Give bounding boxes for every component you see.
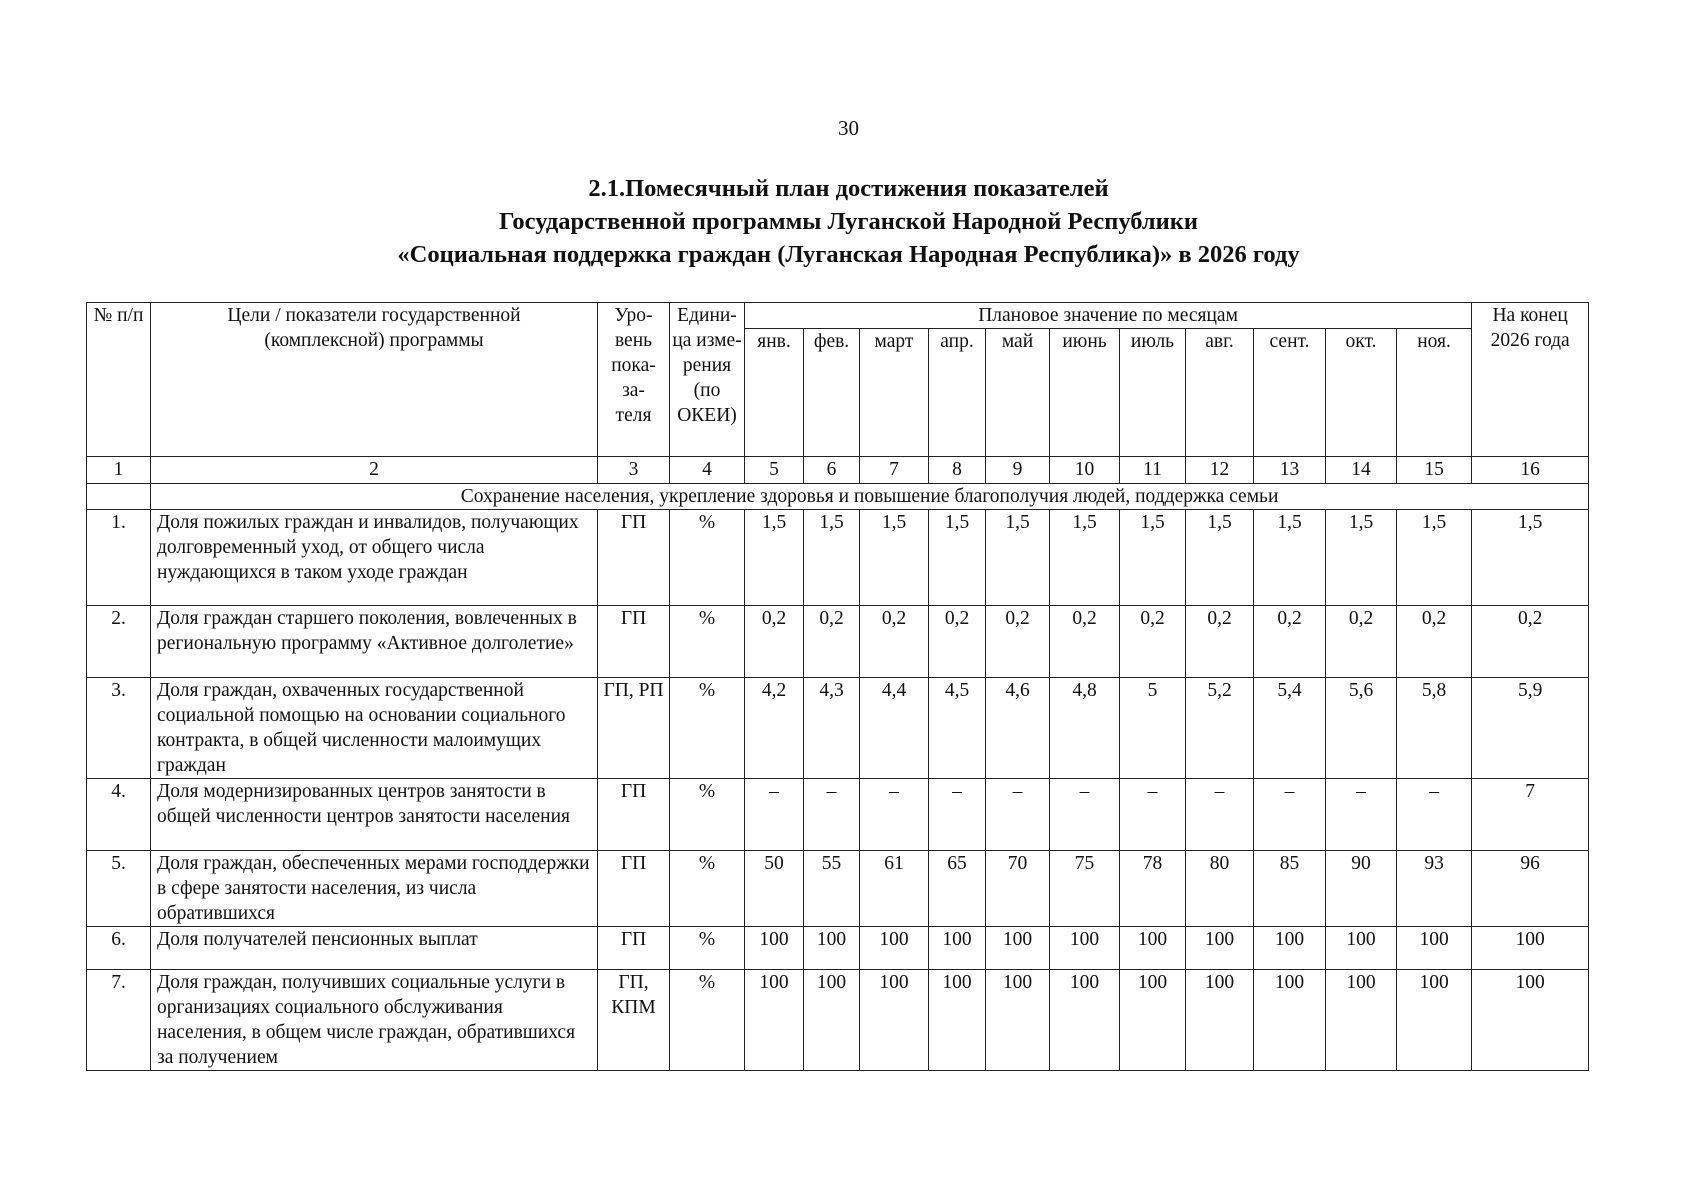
- month-value: 100: [929, 970, 986, 1071]
- indicator-level: ГП: [598, 510, 670, 606]
- column-number: 1: [87, 457, 151, 484]
- column-number: 10: [1050, 457, 1120, 484]
- month-value: 100: [1186, 927, 1254, 970]
- indicator-unit: %: [670, 779, 745, 851]
- row-number: 6.: [87, 927, 151, 970]
- month-value: 100: [1050, 970, 1120, 1071]
- month-value: 1,5: [860, 510, 929, 606]
- page-number: 30: [838, 116, 859, 140]
- indicator-unit: %: [670, 510, 745, 606]
- month-value: –: [1120, 779, 1186, 851]
- header-end: На конец 2026 года: [1472, 303, 1589, 457]
- month-value: 0,2: [986, 606, 1050, 678]
- indicator-name: Доля граждан старшего поколения, вовлеченных в региональную программу «Активное долголетие»: [151, 606, 598, 678]
- table-row: [87, 927, 1589, 970]
- month-value: 75: [1050, 851, 1120, 927]
- month-value: 0,2: [1120, 606, 1186, 678]
- row-number: 3.: [87, 678, 151, 779]
- month-value: 70: [986, 851, 1050, 927]
- row-number: 5.: [87, 851, 151, 927]
- indicator-name: Доля модернизированных центров занятости в общей численности центров занятости населения: [151, 779, 598, 851]
- month-value: 100: [1186, 970, 1254, 1071]
- month-value: –: [1050, 779, 1120, 851]
- month-value: 80: [1186, 851, 1254, 927]
- title-line-1: 2.1.Помесячный план достижения показателей: [588, 175, 1109, 202]
- month-value: 4,8: [1050, 678, 1120, 779]
- month-value: 93: [1397, 851, 1472, 927]
- month-value: 65: [929, 851, 986, 927]
- month-value: –: [1186, 779, 1254, 851]
- month-value: 61: [860, 851, 929, 927]
- month-value: 0,2: [1397, 606, 1472, 678]
- month-value: 0,2: [804, 606, 860, 678]
- document-title: [0, 172, 1697, 271]
- month-value: 78: [1120, 851, 1186, 927]
- month-value: 100: [1254, 927, 1326, 970]
- header-month: фев.: [804, 329, 860, 457]
- header-month: авг.: [1186, 329, 1254, 457]
- month-value: –: [860, 779, 929, 851]
- monthly-plan-table: [86, 302, 1589, 1071]
- month-value: 100: [1326, 970, 1397, 1071]
- table-row: [87, 851, 1589, 927]
- month-value: 100: [1397, 970, 1472, 1071]
- indicator-level: ГП: [598, 927, 670, 970]
- table-row: [87, 606, 1589, 678]
- column-number: 2: [151, 457, 598, 484]
- month-value: 85: [1254, 851, 1326, 927]
- month-value: 0,2: [1254, 606, 1326, 678]
- month-value: 1,5: [804, 510, 860, 606]
- header-month: ноя.: [1397, 329, 1472, 457]
- month-value: 1,5: [1050, 510, 1120, 606]
- column-number: 12: [1186, 457, 1254, 484]
- month-value: 50: [745, 851, 804, 927]
- table-row: [87, 779, 1589, 851]
- indicator-level: ГП, РП: [598, 678, 670, 779]
- indicator-unit: %: [670, 970, 745, 1071]
- header-month: июнь: [1050, 329, 1120, 457]
- month-value: 90: [1326, 851, 1397, 927]
- month-value: 100: [804, 970, 860, 1071]
- section-spacer: [87, 484, 151, 510]
- row-number: 2.: [87, 606, 151, 678]
- month-value: 4,3: [804, 678, 860, 779]
- month-value: 100: [929, 927, 986, 970]
- column-number: 4: [670, 457, 745, 484]
- year-end-value: 7: [1472, 779, 1589, 851]
- year-end-value: 100: [1472, 970, 1589, 1071]
- header-month: март: [860, 329, 929, 457]
- row-number: 4.: [87, 779, 151, 851]
- table-row: [87, 678, 1589, 779]
- month-value: 1,5: [1120, 510, 1186, 606]
- column-number: 11: [1120, 457, 1186, 484]
- header-goal: Цели / показатели государственной (комплексной) программы: [151, 303, 598, 457]
- header-month: май: [986, 329, 1050, 457]
- indicator-name: Доля пожилых граждан и инвалидов, получающих долговременный уход, от общего числа нуждающихся в таком уходе граждан: [151, 510, 598, 606]
- indicator-level: ГП, КПМ: [598, 970, 670, 1071]
- row-number: 1.: [87, 510, 151, 606]
- year-end-value: 5,9: [1472, 678, 1589, 779]
- indicator-unit: %: [670, 606, 745, 678]
- month-value: 100: [1120, 927, 1186, 970]
- month-value: 100: [1397, 927, 1472, 970]
- month-value: 0,2: [745, 606, 804, 678]
- table-row: [87, 510, 1589, 606]
- month-value: 4,5: [929, 678, 986, 779]
- header-monthly: Плановое значение по месяцам: [745, 303, 1472, 329]
- month-value: 1,5: [1326, 510, 1397, 606]
- indicator-name: Доля граждан, охваченных государственной социальной помощью на основании социального контракта, в общей численности малоимущих граждан: [151, 678, 598, 779]
- month-value: 1,5: [745, 510, 804, 606]
- indicator-level: ГП: [598, 606, 670, 678]
- header-month: янв.: [745, 329, 804, 457]
- month-value: –: [745, 779, 804, 851]
- month-value: 5: [1120, 678, 1186, 779]
- month-value: 100: [1120, 970, 1186, 1071]
- month-value: 4,4: [860, 678, 929, 779]
- month-value: 1,5: [929, 510, 986, 606]
- column-number: 13: [1254, 457, 1326, 484]
- month-value: –: [1326, 779, 1397, 851]
- month-value: 0,2: [929, 606, 986, 678]
- month-value: 100: [860, 970, 929, 1071]
- year-end-value: 100: [1472, 927, 1589, 970]
- header-unit: Едини-ца изме-рения (по ОКЕИ): [670, 303, 745, 457]
- title-line-2: Государственной программы Луганской Народной Республики: [498, 208, 1199, 235]
- row-number: 7.: [87, 970, 151, 1071]
- header-month: апр.: [929, 329, 986, 457]
- year-end-value: 96: [1472, 851, 1589, 927]
- indicator-name: Доля граждан, обеспеченных мерами господдержки в сфере занятости населения, из числа обратившихся: [151, 851, 598, 927]
- table-row: [87, 970, 1589, 1071]
- column-number: 15: [1397, 457, 1472, 484]
- month-value: –: [929, 779, 986, 851]
- month-value: 5,2: [1186, 678, 1254, 779]
- month-value: 100: [745, 927, 804, 970]
- header-num: № п/п: [87, 303, 151, 457]
- column-number: 7: [860, 457, 929, 484]
- month-value: 0,2: [860, 606, 929, 678]
- month-value: 5,4: [1254, 678, 1326, 779]
- indicator-unit: %: [670, 927, 745, 970]
- indicator-level: ГП: [598, 779, 670, 851]
- indicator-name: Доля граждан, получивших социальные услуги в организациях социального обслуживания населения, в общем числе граждан, обратившихся за получением: [151, 970, 598, 1071]
- month-value: 4,2: [745, 678, 804, 779]
- column-number: 14: [1326, 457, 1397, 484]
- month-value: –: [804, 779, 860, 851]
- month-value: 100: [986, 970, 1050, 1071]
- header-month: июль: [1120, 329, 1186, 457]
- month-value: 100: [745, 970, 804, 1071]
- month-value: 55: [804, 851, 860, 927]
- indicator-name: Доля получателей пенсионных выплат: [151, 927, 598, 970]
- column-number: 16: [1472, 457, 1589, 484]
- month-value: 100: [986, 927, 1050, 970]
- month-value: 0,2: [1050, 606, 1120, 678]
- month-value: 100: [1254, 970, 1326, 1071]
- month-value: 1,5: [986, 510, 1050, 606]
- year-end-value: 1,5: [1472, 510, 1589, 606]
- indicator-unit: %: [670, 851, 745, 927]
- month-value: 100: [804, 927, 860, 970]
- month-value: –: [1254, 779, 1326, 851]
- month-value: 1,5: [1186, 510, 1254, 606]
- indicator-level: ГП: [598, 851, 670, 927]
- month-value: 0,2: [1186, 606, 1254, 678]
- month-value: 100: [1050, 927, 1120, 970]
- header-month: сент.: [1254, 329, 1326, 457]
- month-value: 4,6: [986, 678, 1050, 779]
- column-number: 8: [929, 457, 986, 484]
- column-number: 9: [986, 457, 1050, 484]
- month-value: 100: [1326, 927, 1397, 970]
- month-value: 1,5: [1254, 510, 1326, 606]
- month-value: 100: [860, 927, 929, 970]
- header-level: Уро-вень пока-за-теля: [598, 303, 670, 457]
- title-line-3: «Социальная поддержка граждан (Луганская Народная Республика)» в 2026 году: [397, 241, 1300, 268]
- month-value: 5,8: [1397, 678, 1472, 779]
- indicator-unit: %: [670, 678, 745, 779]
- section-title: Сохранение населения, укрепление здоровья и повышение благополучия людей, поддержка семьи: [151, 484, 1589, 510]
- column-number: 5: [745, 457, 804, 484]
- column-number: 3: [598, 457, 670, 484]
- month-value: 0,2: [1326, 606, 1397, 678]
- year-end-value: 0,2: [1472, 606, 1589, 678]
- month-value: 1,5: [1397, 510, 1472, 606]
- month-value: –: [1397, 779, 1472, 851]
- header-month: окт.: [1326, 329, 1397, 457]
- month-value: –: [986, 779, 1050, 851]
- column-number: 6: [804, 457, 860, 484]
- month-value: 5,6: [1326, 678, 1397, 779]
